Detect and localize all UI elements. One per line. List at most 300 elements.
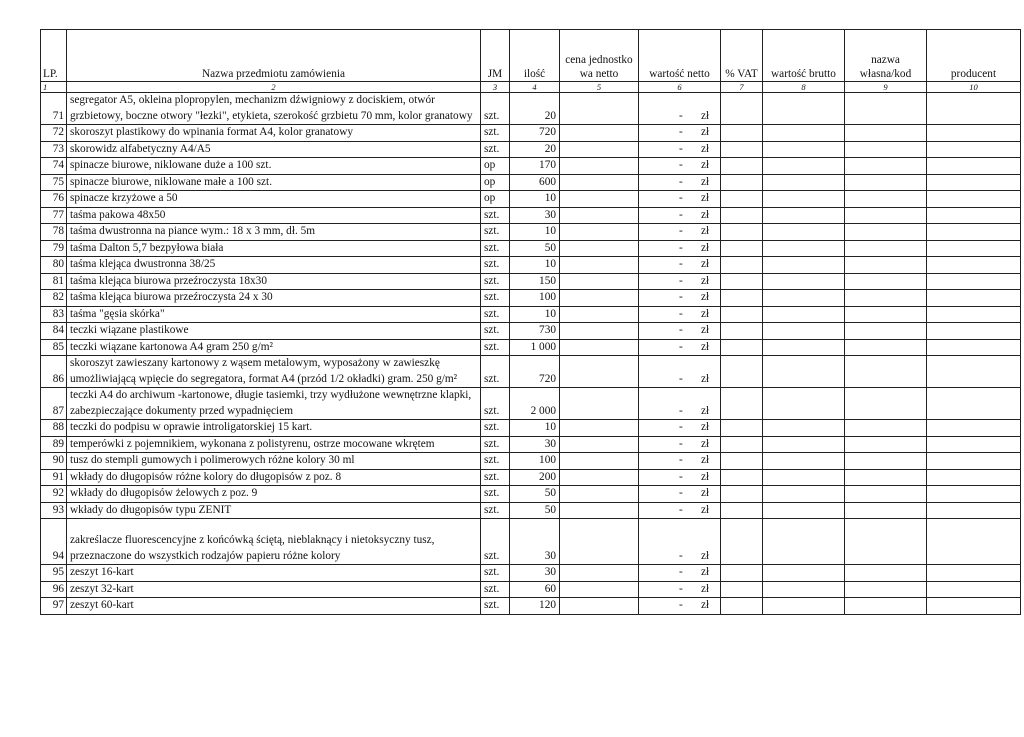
row-lp: 94 bbox=[41, 519, 67, 565]
net-value-currency: zł bbox=[701, 126, 710, 138]
row-own-name bbox=[845, 502, 927, 519]
row-item-name: spinacze biurowe, niklowane małe a 100 szt. bbox=[67, 174, 481, 191]
row-gross-value bbox=[763, 174, 845, 191]
row-own-name bbox=[845, 581, 927, 598]
row-producer bbox=[927, 453, 1021, 470]
row-net-value bbox=[639, 356, 721, 388]
row-vat bbox=[721, 158, 763, 175]
row-net-value bbox=[639, 565, 721, 582]
row-quantity: 20 bbox=[510, 141, 560, 158]
row-gross-value bbox=[763, 273, 845, 290]
row-unit: szt. bbox=[481, 290, 510, 307]
row-unit: szt. bbox=[481, 125, 510, 142]
row-producer bbox=[927, 388, 1021, 420]
table-row bbox=[41, 420, 1021, 437]
row-own-name bbox=[845, 486, 927, 503]
row-net-value bbox=[639, 174, 721, 191]
row-unit-price bbox=[560, 356, 639, 388]
net-value-currency: zł bbox=[701, 549, 710, 562]
row-unit: szt. bbox=[481, 388, 510, 420]
net-value-dash: - bbox=[679, 208, 683, 221]
row-vat bbox=[721, 436, 763, 453]
row-lp: 85 bbox=[41, 339, 67, 356]
row-gross-value bbox=[763, 581, 845, 598]
row-net-value bbox=[639, 502, 721, 519]
net-value-dash: - bbox=[679, 470, 683, 483]
row-gross-value bbox=[763, 339, 845, 356]
row-vat bbox=[721, 598, 763, 615]
table-row bbox=[41, 565, 1021, 582]
net-value-dash: - bbox=[679, 437, 683, 450]
header-price: cena jednostko wa netto bbox=[560, 30, 639, 82]
row-lp: 84 bbox=[41, 323, 67, 340]
row-unit: szt. bbox=[481, 469, 510, 486]
row-quantity: 1 000 bbox=[510, 339, 560, 356]
row-net-value bbox=[639, 273, 721, 290]
row-unit-price bbox=[560, 141, 639, 158]
row-item-name: taśma pakowa 48x50 bbox=[67, 207, 481, 224]
table-row bbox=[41, 469, 1021, 486]
row-unit: szt. bbox=[481, 486, 510, 503]
row-vat bbox=[721, 191, 763, 208]
row-item-name: segregator A5, okleina plopropylen, mechanizm dźwigniowy z dociskiem, otwór grzbietowy, boczne otwory "łezki", etykieta, szerokość grzbietu 70 mm, kolor granatowy bbox=[67, 93, 481, 125]
header-net: wartość netto bbox=[639, 30, 721, 82]
row-lp: 88 bbox=[41, 420, 67, 437]
header-name: Nazwa przedmiotu zamówienia bbox=[67, 30, 481, 82]
row-vat bbox=[721, 388, 763, 420]
row-unit: szt. bbox=[481, 502, 510, 519]
row-unit: szt. bbox=[481, 240, 510, 257]
row-lp: 95 bbox=[41, 565, 67, 582]
table-row bbox=[41, 356, 1021, 388]
row-vat bbox=[721, 224, 763, 241]
net-value-currency: zł bbox=[701, 208, 710, 221]
row-quantity: 30 bbox=[510, 207, 560, 224]
row-gross-value bbox=[763, 323, 845, 340]
row-producer bbox=[927, 565, 1021, 582]
row-producer bbox=[927, 436, 1021, 453]
row-lp: 96 bbox=[41, 581, 67, 598]
row-gross-value bbox=[763, 207, 845, 224]
net-value-currency: zł bbox=[701, 470, 710, 483]
net-value-dash: - bbox=[679, 274, 683, 287]
row-item-name: spinacze krzyżowe a 50 bbox=[67, 191, 481, 208]
row-net-value bbox=[639, 598, 721, 615]
net-value-currency: zł bbox=[701, 291, 710, 303]
row-lp: 71 bbox=[41, 93, 67, 125]
row-lp: 77 bbox=[41, 207, 67, 224]
row-quantity: 30 bbox=[510, 519, 560, 565]
row-unit-price bbox=[560, 273, 639, 290]
table-row bbox=[41, 93, 1021, 125]
net-value-dash: - bbox=[679, 307, 683, 320]
net-value-currency: zł bbox=[701, 404, 710, 417]
row-producer bbox=[927, 323, 1021, 340]
header-producer: producent bbox=[927, 30, 1021, 82]
row-unit: szt. bbox=[481, 420, 510, 437]
row-quantity: 2 000 bbox=[510, 388, 560, 420]
row-own-name bbox=[845, 158, 927, 175]
row-own-name bbox=[845, 356, 927, 388]
row-item-name: taśma Dalton 5,7 bezpyłowa biała bbox=[67, 240, 481, 257]
row-gross-value bbox=[763, 519, 845, 565]
row-item-name: tusz do stempli gumowych i polimerowych różne kolory 30 ml bbox=[67, 453, 481, 470]
row-lp: 73 bbox=[41, 141, 67, 158]
net-value-dash: - bbox=[679, 421, 683, 433]
row-vat bbox=[721, 240, 763, 257]
row-unit-price bbox=[560, 581, 639, 598]
net-value-dash: - bbox=[679, 142, 683, 155]
row-producer bbox=[927, 598, 1021, 615]
row-own-name bbox=[845, 174, 927, 191]
row-net-value bbox=[639, 257, 721, 274]
row-producer bbox=[927, 486, 1021, 503]
row-lp: 82 bbox=[41, 290, 67, 307]
row-item-name: teczki wiązane plastikowe bbox=[67, 323, 481, 340]
net-value-dash: - bbox=[679, 340, 683, 353]
row-unit-price bbox=[560, 224, 639, 241]
row-lp: 74 bbox=[41, 158, 67, 175]
row-unit: szt. bbox=[481, 453, 510, 470]
row-producer bbox=[927, 191, 1021, 208]
row-unit: szt. bbox=[481, 436, 510, 453]
row-unit: szt. bbox=[481, 598, 510, 615]
net-value-dash: - bbox=[679, 225, 683, 237]
row-quantity: 50 bbox=[510, 486, 560, 503]
row-lp: 81 bbox=[41, 273, 67, 290]
net-value-currency: zł bbox=[701, 454, 710, 466]
row-unit-price bbox=[560, 306, 639, 323]
row-unit-price bbox=[560, 598, 639, 615]
row-vat bbox=[721, 486, 763, 503]
row-quantity: 100 bbox=[510, 290, 560, 307]
row-quantity: 10 bbox=[510, 191, 560, 208]
row-unit: szt. bbox=[481, 356, 510, 388]
row-own-name bbox=[845, 224, 927, 241]
row-unit: szt. bbox=[481, 306, 510, 323]
table-row bbox=[41, 502, 1021, 519]
net-value-currency: zł bbox=[701, 225, 710, 237]
table-row bbox=[41, 306, 1021, 323]
row-quantity: 60 bbox=[510, 581, 560, 598]
row-lp: 87 bbox=[41, 388, 67, 420]
net-value-currency: zł bbox=[701, 142, 710, 155]
row-unit-price bbox=[560, 420, 639, 437]
row-item-name: teczki wiązane kartonowa A4 gram 250 g/m² bbox=[67, 339, 481, 356]
row-producer bbox=[927, 502, 1021, 519]
row-vat bbox=[721, 290, 763, 307]
row-net-value bbox=[639, 224, 721, 241]
row-unit: op bbox=[481, 174, 510, 191]
row-own-name bbox=[845, 191, 927, 208]
row-quantity: 10 bbox=[510, 257, 560, 274]
row-lp: 91 bbox=[41, 469, 67, 486]
row-lp: 90 bbox=[41, 453, 67, 470]
row-vat bbox=[721, 207, 763, 224]
table-row bbox=[41, 257, 1021, 274]
row-quantity: 100 bbox=[510, 453, 560, 470]
row-item-name: taśma klejąca dwustronna 38/25 bbox=[67, 257, 481, 274]
row-gross-value bbox=[763, 453, 845, 470]
row-unit-price bbox=[560, 486, 639, 503]
row-item-name: taśma klejąca biurowa przeźroczysta 18x30 bbox=[67, 273, 481, 290]
row-item-name: taśma dwustronna na piance wym.: 18 x 3 mm, dł. 5m bbox=[67, 224, 481, 241]
table-row bbox=[41, 273, 1021, 290]
net-value-dash: - bbox=[679, 324, 683, 336]
row-own-name bbox=[845, 93, 927, 125]
row-own-name bbox=[845, 141, 927, 158]
net-value-dash: - bbox=[679, 109, 683, 122]
header-jm: JM bbox=[481, 30, 510, 82]
row-own-name bbox=[845, 453, 927, 470]
header-own-name: nazwa własna/kod bbox=[845, 30, 927, 82]
row-producer bbox=[927, 469, 1021, 486]
row-producer bbox=[927, 257, 1021, 274]
row-net-value bbox=[639, 453, 721, 470]
net-value-dash: - bbox=[679, 503, 683, 516]
row-quantity: 10 bbox=[510, 224, 560, 241]
table-row bbox=[41, 436, 1021, 453]
row-vat bbox=[721, 420, 763, 437]
row-quantity: 730 bbox=[510, 323, 560, 340]
row-quantity: 720 bbox=[510, 356, 560, 388]
row-item-name: wkłady do długopisów żelowych z poz. 9 bbox=[67, 486, 481, 503]
row-gross-value bbox=[763, 469, 845, 486]
table-row bbox=[41, 453, 1021, 470]
header-row bbox=[41, 30, 1021, 82]
row-gross-value bbox=[763, 191, 845, 208]
column-number: 4 bbox=[510, 82, 560, 93]
row-own-name bbox=[845, 420, 927, 437]
net-value-dash: - bbox=[679, 454, 683, 466]
row-item-name: taśma "gęsia skórka" bbox=[67, 306, 481, 323]
net-value-currency: zł bbox=[701, 159, 710, 171]
row-own-name bbox=[845, 598, 927, 615]
row-own-name bbox=[845, 306, 927, 323]
row-own-name bbox=[845, 290, 927, 307]
row-gross-value bbox=[763, 598, 845, 615]
row-item-name: zakreślacze fluorescencyjne z końcówką ściętą, nieblaknący i nietoksyczny tusz, przeznaczone do wszystkich rodzajów papieru różne kolory bbox=[67, 519, 481, 565]
row-gross-value bbox=[763, 388, 845, 420]
row-quantity: 30 bbox=[510, 565, 560, 582]
row-vat bbox=[721, 93, 763, 125]
row-net-value bbox=[639, 306, 721, 323]
row-unit-price bbox=[560, 125, 639, 142]
row-vat bbox=[721, 339, 763, 356]
table-row bbox=[41, 158, 1021, 175]
column-number: 7 bbox=[721, 82, 763, 93]
row-net-value bbox=[639, 290, 721, 307]
row-net-value bbox=[639, 339, 721, 356]
row-lp: 86 bbox=[41, 356, 67, 388]
row-vat bbox=[721, 453, 763, 470]
row-vat bbox=[721, 581, 763, 598]
row-net-value bbox=[639, 388, 721, 420]
column-number: 5 bbox=[560, 82, 639, 93]
row-producer bbox=[927, 93, 1021, 125]
net-value-dash: - bbox=[679, 487, 683, 499]
row-item-name: temperówki z pojemnikiem, wykonana z polistyrenu, ostrze mocowane wkrętem bbox=[67, 436, 481, 453]
row-vat bbox=[721, 141, 763, 158]
table-row bbox=[41, 339, 1021, 356]
row-unit: szt. bbox=[481, 519, 510, 565]
row-unit-price bbox=[560, 290, 639, 307]
row-gross-value bbox=[763, 565, 845, 582]
net-value-dash: - bbox=[679, 582, 683, 595]
table-row bbox=[41, 141, 1021, 158]
row-gross-value bbox=[763, 290, 845, 307]
row-unit: szt. bbox=[481, 565, 510, 582]
row-producer bbox=[927, 224, 1021, 241]
net-value-currency: zł bbox=[701, 566, 710, 578]
column-number: 9 bbox=[845, 82, 927, 93]
row-unit: szt. bbox=[481, 93, 510, 125]
row-own-name bbox=[845, 125, 927, 142]
row-net-value bbox=[639, 323, 721, 340]
row-gross-value bbox=[763, 158, 845, 175]
net-value-dash: - bbox=[679, 566, 683, 578]
row-own-name bbox=[845, 519, 927, 565]
row-unit-price bbox=[560, 191, 639, 208]
net-value-dash: - bbox=[679, 126, 683, 138]
row-unit-price bbox=[560, 339, 639, 356]
row-producer bbox=[927, 141, 1021, 158]
row-vat bbox=[721, 565, 763, 582]
net-value-dash: - bbox=[679, 159, 683, 171]
row-quantity: 600 bbox=[510, 174, 560, 191]
row-unit-price bbox=[560, 453, 639, 470]
row-quantity: 150 bbox=[510, 273, 560, 290]
header-qty: ilość bbox=[510, 30, 560, 82]
row-unit-price bbox=[560, 519, 639, 565]
row-quantity: 120 bbox=[510, 598, 560, 615]
table-row bbox=[41, 224, 1021, 241]
row-producer bbox=[927, 240, 1021, 257]
row-net-value bbox=[639, 125, 721, 142]
row-own-name bbox=[845, 388, 927, 420]
row-vat bbox=[721, 519, 763, 565]
row-gross-value bbox=[763, 224, 845, 241]
net-value-currency: zł bbox=[701, 324, 710, 336]
column-number-row bbox=[41, 82, 1021, 93]
row-lp: 92 bbox=[41, 486, 67, 503]
row-vat bbox=[721, 257, 763, 274]
header-gross: wartość brutto bbox=[763, 30, 845, 82]
row-gross-value bbox=[763, 436, 845, 453]
net-value-dash: - bbox=[679, 241, 683, 254]
row-unit: szt. bbox=[481, 339, 510, 356]
table-row bbox=[41, 519, 1021, 565]
row-net-value bbox=[639, 93, 721, 125]
row-producer bbox=[927, 356, 1021, 388]
row-unit-price bbox=[560, 158, 639, 175]
net-value-currency: zł bbox=[701, 241, 710, 254]
table-row bbox=[41, 174, 1021, 191]
column-number: 2 bbox=[67, 82, 481, 93]
row-quantity: 720 bbox=[510, 125, 560, 142]
order-table bbox=[40, 29, 1021, 615]
row-producer bbox=[927, 158, 1021, 175]
row-item-name: skorowidz alfabetyczny A4/A5 bbox=[67, 141, 481, 158]
row-item-name: zeszyt 60-kart bbox=[67, 598, 481, 615]
header-lp: LP. bbox=[41, 30, 67, 82]
table-row bbox=[41, 323, 1021, 340]
net-value-currency: zł bbox=[701, 437, 710, 450]
row-unit-price bbox=[560, 388, 639, 420]
row-gross-value bbox=[763, 306, 845, 323]
net-value-currency: zł bbox=[701, 175, 710, 188]
net-value-currency: zł bbox=[701, 487, 710, 499]
row-lp: 80 bbox=[41, 257, 67, 274]
row-unit-price bbox=[560, 174, 639, 191]
row-own-name bbox=[845, 273, 927, 290]
row-unit: szt. bbox=[481, 581, 510, 598]
row-own-name bbox=[845, 323, 927, 340]
row-own-name bbox=[845, 339, 927, 356]
row-item-name: teczki A4 do archiwum -kartonowe, długie tasiemki, trzy wydłużone wewnętrzne klapki, zabezpieczające dokumenty przed wypadnięciem bbox=[67, 388, 481, 420]
row-own-name bbox=[845, 257, 927, 274]
column-number: 3 bbox=[481, 82, 510, 93]
table-row bbox=[41, 191, 1021, 208]
table-row bbox=[41, 388, 1021, 420]
row-gross-value bbox=[763, 502, 845, 519]
row-unit-price bbox=[560, 323, 639, 340]
table-row bbox=[41, 290, 1021, 307]
row-quantity: 170 bbox=[510, 158, 560, 175]
net-value-dash: - bbox=[679, 372, 683, 385]
row-unit-price bbox=[560, 469, 639, 486]
row-lp: 76 bbox=[41, 191, 67, 208]
row-unit-price bbox=[560, 240, 639, 257]
row-net-value bbox=[639, 141, 721, 158]
row-lp: 93 bbox=[41, 502, 67, 519]
row-net-value bbox=[639, 240, 721, 257]
row-unit: szt. bbox=[481, 323, 510, 340]
row-vat bbox=[721, 356, 763, 388]
row-producer bbox=[927, 125, 1021, 142]
row-lp: 83 bbox=[41, 306, 67, 323]
row-producer bbox=[927, 420, 1021, 437]
row-net-value bbox=[639, 207, 721, 224]
table-row bbox=[41, 598, 1021, 615]
row-producer bbox=[927, 290, 1021, 307]
row-producer bbox=[927, 519, 1021, 565]
row-unit: op bbox=[481, 158, 510, 175]
net-value-currency: zł bbox=[701, 258, 710, 270]
net-value-currency: zł bbox=[701, 192, 710, 204]
row-vat bbox=[721, 273, 763, 290]
net-value-currency: zł bbox=[701, 372, 710, 385]
row-vat bbox=[721, 306, 763, 323]
column-number: 8 bbox=[763, 82, 845, 93]
row-unit-price bbox=[560, 257, 639, 274]
row-item-name: zeszyt 16-kart bbox=[67, 565, 481, 582]
row-gross-value bbox=[763, 125, 845, 142]
row-unit: op bbox=[481, 191, 510, 208]
row-net-value bbox=[639, 436, 721, 453]
table-row bbox=[41, 240, 1021, 257]
row-gross-value bbox=[763, 93, 845, 125]
row-quantity: 10 bbox=[510, 306, 560, 323]
row-producer bbox=[927, 174, 1021, 191]
row-own-name bbox=[845, 436, 927, 453]
row-item-name: spinacze biurowe, niklowane duże a 100 szt. bbox=[67, 158, 481, 175]
header-vat: % VAT bbox=[721, 30, 763, 82]
net-value-currency: zł bbox=[701, 421, 710, 433]
row-producer bbox=[927, 306, 1021, 323]
row-producer bbox=[927, 207, 1021, 224]
row-producer bbox=[927, 273, 1021, 290]
